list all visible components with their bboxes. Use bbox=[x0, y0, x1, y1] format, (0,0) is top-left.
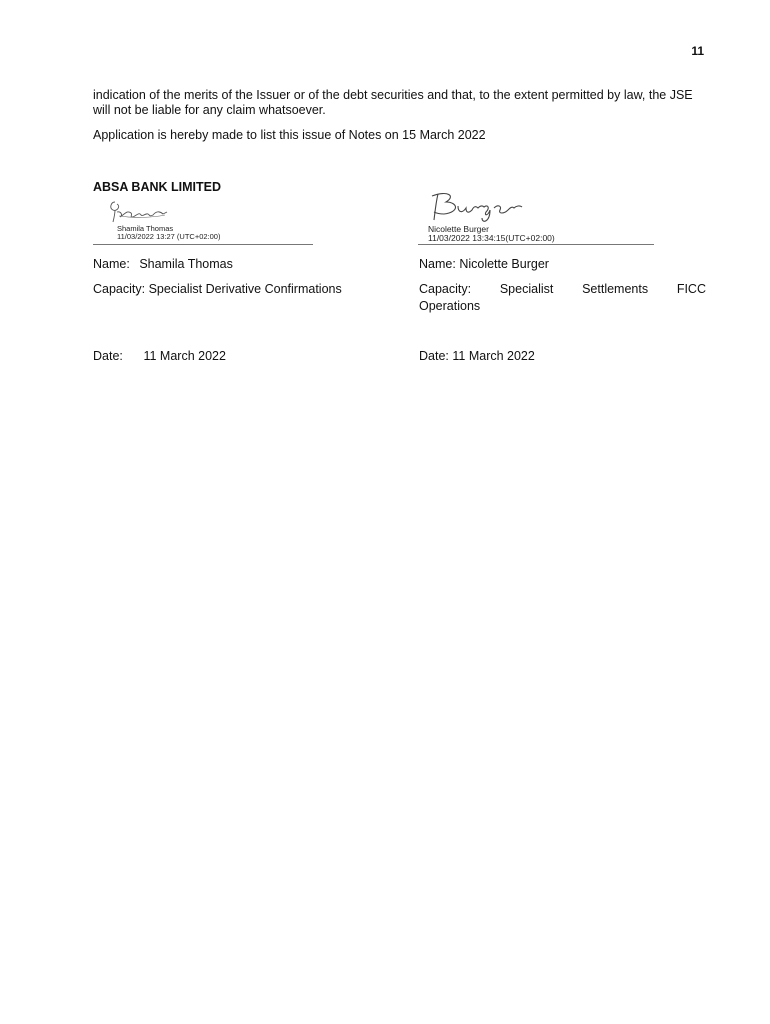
capacity-label: Capacity: bbox=[93, 282, 146, 296]
handwritten-signature-left bbox=[93, 196, 183, 226]
name-label: Name: bbox=[419, 257, 456, 271]
signatory-capacity-left bbox=[93, 281, 342, 298]
date-label: Date: bbox=[93, 349, 123, 363]
body-paragraph-application: Application is hereby made to list this issue of Notes on 15 March 2022 bbox=[93, 128, 486, 142]
capacity-word: FICC bbox=[676, 282, 706, 296]
signature-block-right bbox=[418, 188, 654, 243]
capacity-word: Specialist bbox=[499, 282, 554, 296]
signature-block-left bbox=[93, 196, 313, 241]
signatory-date-left bbox=[93, 348, 226, 365]
page-number: 11 bbox=[691, 44, 704, 58]
signature-line-right bbox=[418, 244, 654, 245]
handwritten-signature-right bbox=[418, 188, 558, 226]
capacity-label: Capacity: bbox=[419, 282, 472, 296]
digital-signature-stamp-right: Nicolette Burger 11/03/2022 13:34:15(UTC+02:00) bbox=[428, 224, 555, 243]
signatory-name-right bbox=[419, 256, 549, 273]
signatory-date-right bbox=[419, 348, 535, 365]
name-value: Shamila Thomas bbox=[139, 257, 233, 271]
digital-signature-stamp-left: Shamila Thomas 11/03/2022 13:27 (UTC+02:00) bbox=[117, 224, 221, 241]
signatory-name-left bbox=[93, 256, 233, 273]
capacity-value: Specialist Derivative Confirmations bbox=[148, 282, 342, 296]
name-value: Nicolette Burger bbox=[459, 257, 549, 271]
name-label: Name: bbox=[93, 257, 130, 271]
company-name: ABSA BANK LIMITED bbox=[93, 180, 222, 194]
capacity-value-line2: Operations bbox=[419, 299, 481, 313]
date-label: Date: bbox=[419, 349, 449, 363]
signatory-capacity-right bbox=[419, 281, 706, 315]
capacity-word: Settlements bbox=[582, 282, 649, 296]
date-value: 11 March 2022 bbox=[143, 349, 226, 363]
body-paragraph-disclaimer: indication of the merits of the Issuer or of the debt securities and that, to the extent permitted by law, the JSE will not be liable for any claim whatsoever. bbox=[93, 88, 693, 117]
date-value: 11 March 2022 bbox=[452, 349, 535, 363]
signature-line-left bbox=[93, 244, 313, 245]
